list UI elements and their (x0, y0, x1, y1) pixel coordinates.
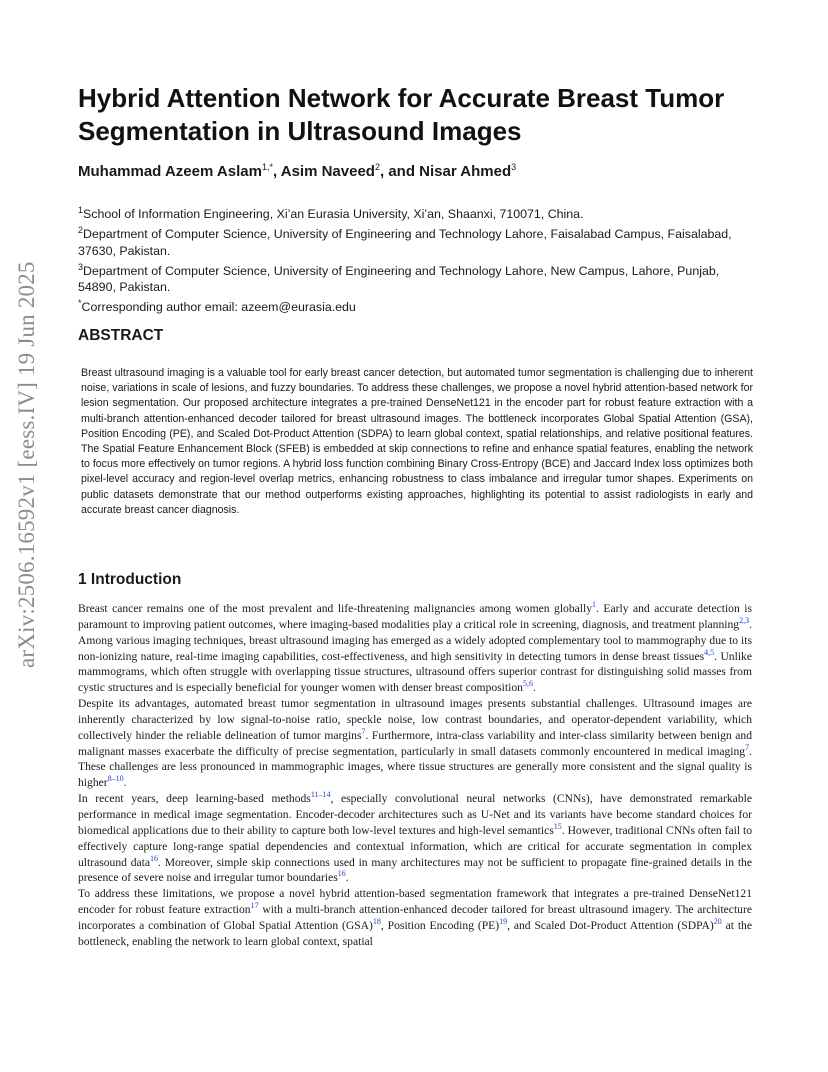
affiliation-text: Corresponding author email: azeem@eurasia.edu (81, 300, 356, 315)
affiliation-line (78, 222, 738, 259)
affiliations (78, 202, 738, 316)
paragraph: Despite its advantages, automated breast tumor segmentation in ultrasound images presents substantial challenges. Ultrasound images are inherently characterized by low signal-to-noise ratio, speckle noise, low contrast boundaries, and operator-dependent variability, which collectively hinder the reliable delineation of tumor margins$^7$. Furthermore, intra-class variability and inter-class similarity between benign and malignant masses exacerbate the difficulty of precise segmentation, particularly in small datasets commonly encountered in medical imaging$^7$. These challenges are less pronounced in mammographic images, where tissue structures are generally more consistent and the signal quality is higher$^{8-10}$. (78, 697, 752, 790)
citation: 7 (361, 726, 366, 736)
citation: 17 (250, 901, 259, 911)
affiliation-mark: * (78, 298, 82, 309)
citation: 19 (499, 916, 508, 926)
affiliation-line (78, 259, 738, 296)
paper-title: Hybrid Attention Network for Accurate Breast Tumor Segmentation in Ultrasound Images (78, 83, 725, 146)
citation: 7 (745, 742, 750, 752)
abstract-heading: ABSTRACT (78, 327, 164, 344)
affiliation-text: Department of Computer Science, University of Engineering and Technology Lahore, Faisalabad Campus, Faisalabad, 37630, Pakistan. (78, 227, 732, 258)
citation: 4,5 (704, 647, 715, 657)
author-list: Muhammad Azeem Aslam$^{1,*}$, Asim Naveed$^2$, and Nisar Ahmed$^3$ (78, 162, 517, 180)
author-affiliation-mark: 3 (511, 162, 517, 172)
paragraph: To address these limitations, we propose a novel hybrid attention-based segmentation framework that integrates a pre-trained DenseNet121 encoder for robust feature extraction$^{17}$ with a multi-branch attention-enhanced decoder tailored for breast ultrasound imagery. The architecture incorporates a combination of Global Spatial Attention (GSA)$^{18}$, Position Encoding (PE)$^{19}$, and Scaled Dot-Product Attention (SDPA)$^{20}$ at the bottleneck, enabling the network to learn global context, spatial (78, 887, 752, 948)
citation: 8–10 (107, 774, 124, 784)
author-name: Muhammad Azeem Aslam (78, 163, 262, 180)
affiliation-mark: 2 (78, 225, 84, 236)
affiliation-mark: 1 (78, 205, 84, 215)
citation: 16 (150, 853, 159, 863)
author-affiliation-mark: 2 (374, 162, 380, 172)
citation: 15 (553, 821, 562, 831)
citation: 11–14 (310, 790, 331, 800)
affiliation-line (78, 295, 738, 315)
affiliation-text: Department of Computer Science, University of Engineering and Technology Lahore, New Campus, Lahore, Punjab, 54890, Pakistan. (78, 263, 720, 295)
affiliation-mark: 3 (78, 261, 84, 272)
citation: 18 (372, 916, 381, 926)
introduction-body (78, 601, 752, 950)
abstract-text: Breast ultrasound imaging is a valuable tool for early breast cancer detection, but automated tumor segmentation is challenging due to inherent noise, variations in scale of lesions, and fuzzy boundaries. To address these challenges, we propose a novel hybrid attention-based network for lesion segmentation. Our proposed architecture integrates a pre-trained DenseNet121 in the encoder part for robust feature extraction with a multi-branch attention-enhanced decoder tailored for breast ultrasound images. The bottleneck incorporates Global Spatial Attention (GSA), Position Encoding (PE), and Scaled Dot-Product Attention (SDPA) to learn global context, spatial relationships, and relative positional features. The Spatial Feature Enhancement Block (SFEB) is embedded at skip connections to refine and enhance spatial features, enabling the network to focus more effectively on tumor regions. A hybrid loss function combining Binary Cross-Entropy (BCE) and Jaccard Index loss optimizes both pixel-level accuracy and region-level overlap metrics, enhancing robustness to class imbalance and irregular tumor shapes. Experiments on public datasets demonstrate that our method outperforms existing approaches, highlighting its potential to assist radiologists in early and accurate breast cancer diagnosis. (81, 367, 753, 516)
affiliation-text: School of Information Engineering, Xi’an Eurasia University, Xi’an, Shaanxi, 710071, China. (83, 207, 584, 222)
citation: 5,6 (522, 679, 533, 689)
arxiv-sidebar-id: arXiv:2506.16592v1 [eess.IV] 19 Jun 2025 (14, 261, 39, 668)
citation: 16 (337, 869, 346, 879)
paragraph: Breast cancer remains one of the most prevalent and life-threatening malignancies among women globally$^1$. Early and accurate detection is paramount to improving patient outcomes, where imaging-based modalities play a critical role in screening, diagnosis, and treatment planning$^{2,3}$. Among various imaging techniques, breast ultrasound imaging has emerged as a widely adopted complementary tool to mammography due to its non-ionizing nature, real-time imaging capabilities, cost-effectiveness, and high sensitivity in detecting tumors in dense breast tissues$^{4,5}$. Unlike mammograms, which often struggle with overlapping tissue structures, ultrasound offers superior contrast for distinguishing solid masses from cystic structures and is especially beneficial for younger women with denser breast composition$^{5,6}$. (78, 600, 752, 695)
affiliation-line (78, 202, 738, 222)
author-name: Asim Naveed (280, 163, 375, 180)
author-name: Nisar Ahmed (419, 163, 512, 180)
paragraph: In recent years, deep learning-based methods$^{11-14}$, especially convolutional neural networks (CNNs), have demonstrated remarkable performance in medical image segmentation. Encoder-decoder architectures such as U-Net and its variants have become standard choices for biomedical applications due to their ability to capture both low-level textures and high-level semantics$^{15}$. However, traditional CNNs often fail to effectively capture long-range spatial dependencies and contextual information, which are critical for accurate segmentation in complex ultrasound data$^{16}$. Moreover, simple skip connections used in many architectures may not be sufficient to propagate fine-grained details in the presence of severe noise and irregular tumor boundaries$^{16}$. (78, 790, 752, 885)
author-affiliation-mark: 1,* (261, 162, 273, 172)
section-heading-introduction: 1 Introduction (78, 571, 182, 588)
citation: 2,3 (739, 615, 750, 625)
citation: 20 (713, 916, 722, 926)
citation: 1 (592, 600, 597, 609)
